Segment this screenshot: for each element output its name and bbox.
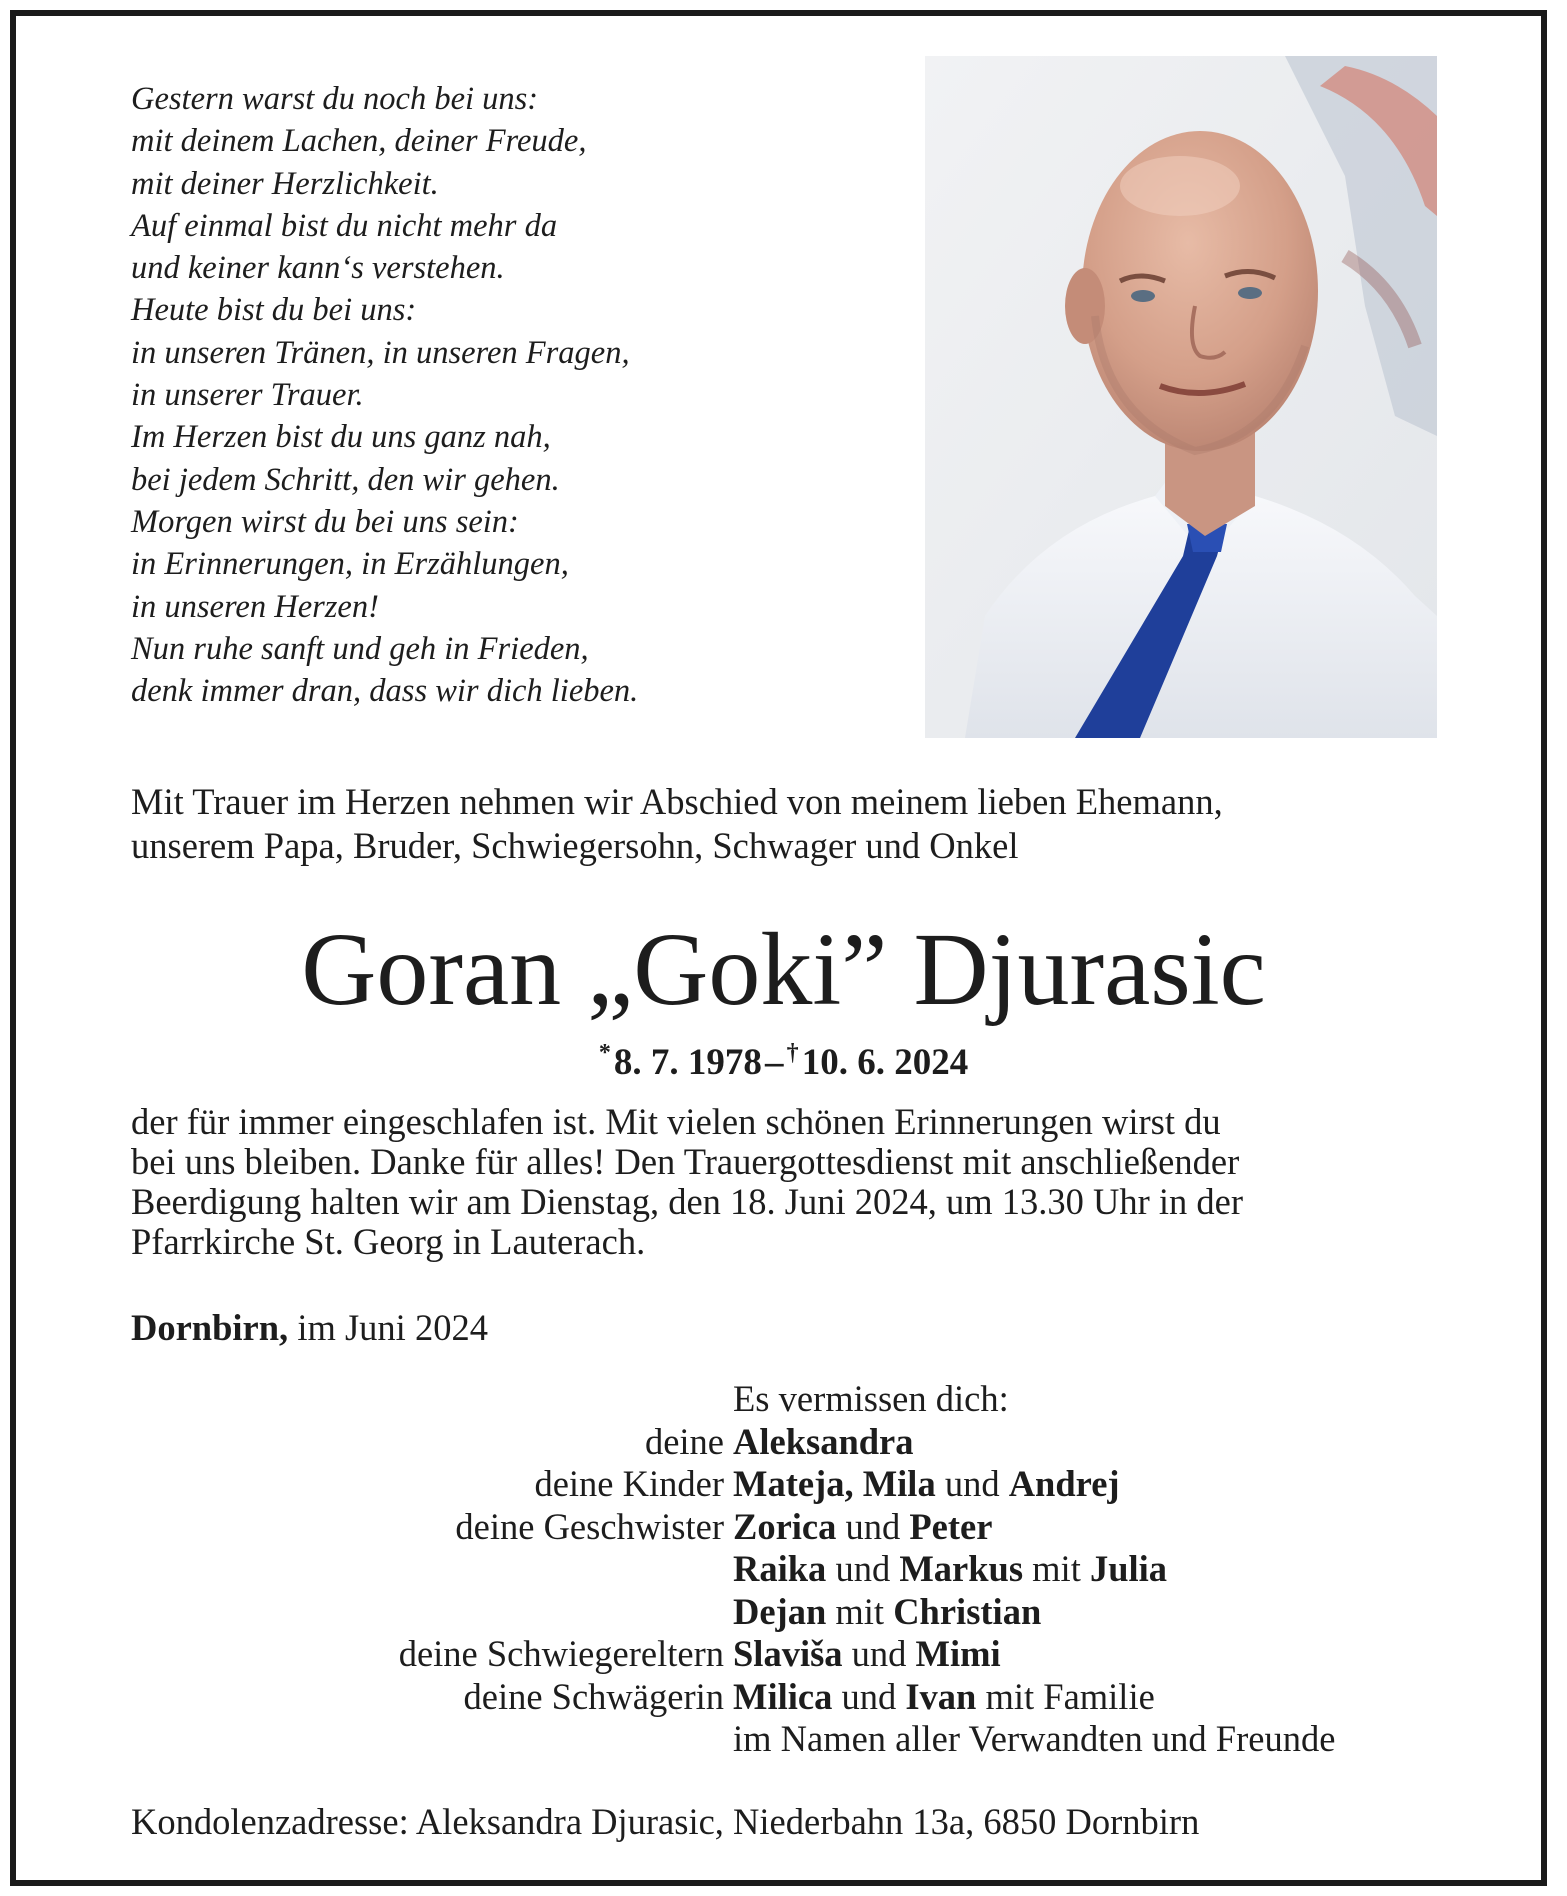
place-date: im Juni 2024 [297, 1307, 488, 1348]
survivor-name: Ivan [905, 1675, 977, 1717]
poem-line: Gestern warst du noch bei uns: [131, 81, 539, 117]
survivor-relation: deine Schwiegereltern [398, 1633, 724, 1674]
survivors-heading-row [0, 1378, 1567, 1421]
survivor-relation: deine Kinder [534, 1463, 724, 1504]
survivor-name: Christian [893, 1590, 1042, 1632]
survivor-name: Andrej [1008, 1463, 1120, 1504]
survivor-connector: mit [826, 1590, 894, 1632]
body-line: der für immer eingeschlafen ist. Mit vielen schönen Erinnerungen wirst du [131, 1101, 1221, 1142]
intro-text [131, 780, 1451, 868]
survivor-relation: deine [644, 1420, 724, 1462]
survivor-connector: und [836, 1505, 910, 1547]
intro-line: unserem Papa, Bruder, Schwiegersohn, Schwager und Onkel [131, 825, 1019, 866]
body-line: Beerdigung halten wir am Dienstag, den 18. Juni 2024, um 13.30 Uhr in der [131, 1181, 1244, 1222]
birth-date: 8. 7. 1978 [613, 1042, 762, 1083]
survivor-row [0, 1421, 1567, 1464]
survivor-name: Dejan [733, 1590, 827, 1632]
survivor-row [0, 1633, 1567, 1676]
birth-symbol: * [598, 1040, 611, 1066]
survivor-name: Markus [899, 1548, 1024, 1589]
survivor-connector: und [842, 1633, 916, 1674]
memorial-poem [131, 78, 771, 712]
survivor-names [733, 1718, 1335, 1761]
survivors-list [0, 1378, 1567, 1761]
survivor-row [0, 1506, 1567, 1549]
poem-line: Morgen wirst du bei uns sein: [131, 503, 519, 540]
survivor-relation: deine Schwägerin [463, 1675, 724, 1717]
place-city: Dornbirn, [131, 1307, 289, 1348]
poem-line: in unseren Herzen! [131, 588, 379, 625]
poem-line: und keiner kann‘s verstehen. [131, 250, 505, 287]
date-separator: – [765, 1042, 784, 1083]
survivor-names [733, 1633, 1001, 1676]
poem-line: in unseren Tränen, in unseren Fragen, [131, 334, 630, 371]
survivor-row [0, 1676, 1567, 1719]
poem-line: mit deiner Herzlichkeit. [131, 165, 439, 202]
survivor-connector: mit [1023, 1548, 1090, 1589]
portrait-photo [925, 56, 1437, 738]
survivor-names [733, 1548, 1167, 1591]
survivor-names [733, 1421, 914, 1464]
condolence-address: Kondolenzadresse: Aleksandra Djurasic, Niederbahn 13a, 6850 Dornbirn [131, 1801, 1200, 1842]
poem-line: Im Herzen bist du uns ganz nah, [131, 419, 551, 456]
body-line: bei uns bleiben. Danke für alles! Den Trauergottesdienst mit anschließender [131, 1141, 1240, 1182]
survivor-row [0, 1463, 1567, 1506]
survivor-connector: und [826, 1548, 900, 1589]
survivor-relation: deine Geschwister [455, 1505, 724, 1547]
survivor-name: Julia [1089, 1548, 1168, 1589]
poem-line: in Erinnerungen, in Erzählungen, [131, 546, 569, 583]
survivor-connector: mit Familie [976, 1675, 1155, 1717]
poem-line: Heute bist du bei uns: [131, 292, 417, 329]
survivor-names [733, 1676, 1155, 1719]
survivor-name: Raika [733, 1548, 827, 1589]
survivor-name: Milica [733, 1675, 833, 1717]
survivor-name: Peter [909, 1505, 993, 1547]
survivor-names [733, 1506, 992, 1549]
poem-line: denk immer dran, dass wir dich lieben. [131, 673, 639, 710]
survivor-connector: im Namen aller Verwandten und Freunde [733, 1718, 1336, 1759]
survivor-connector: und [832, 1675, 906, 1717]
intro-line: Mit Trauer im Herzen nehmen wir Abschied von meinem lieben Ehemann, [131, 781, 1223, 822]
deceased-name: Goran „Goki” Djurasic [301, 912, 1266, 1027]
survivors-heading: Es vermissen dich: [733, 1378, 1009, 1419]
poem-line: bei jedem Schritt, den wir gehen. [131, 461, 560, 498]
body-line: Pfarrkirche St. Georg in Lauterach. [131, 1221, 646, 1262]
poem-line: in unserer Trauer. [131, 377, 364, 414]
life-dates [0, 1030, 1567, 1086]
poem-line: Nun ruhe sanft und geh in Frieden, [131, 630, 589, 667]
death-date: 10. 6. 2024 [801, 1042, 969, 1083]
poem-line: Auf einmal bist du nicht mehr da [131, 207, 558, 244]
survivor-name: Mateja, Mila [733, 1463, 936, 1504]
death-symbol: † [786, 1040, 799, 1066]
survivor-names [733, 1591, 1041, 1634]
survivor-row [0, 1718, 1567, 1761]
survivor-name: Zorica [733, 1505, 837, 1547]
survivor-row [0, 1548, 1567, 1591]
survivor-name: Slaviša [733, 1633, 843, 1674]
survivor-row [0, 1591, 1567, 1634]
survivor-name: Aleksandra [733, 1420, 914, 1462]
service-announcement [131, 1102, 1441, 1262]
poem-line: mit deinem Lachen, deiner Freude, [131, 123, 587, 160]
survivor-name: Mimi [915, 1633, 1001, 1674]
place-and-date [131, 1306, 488, 1350]
survivor-names [733, 1463, 1120, 1506]
survivor-connector: und [935, 1463, 1009, 1504]
